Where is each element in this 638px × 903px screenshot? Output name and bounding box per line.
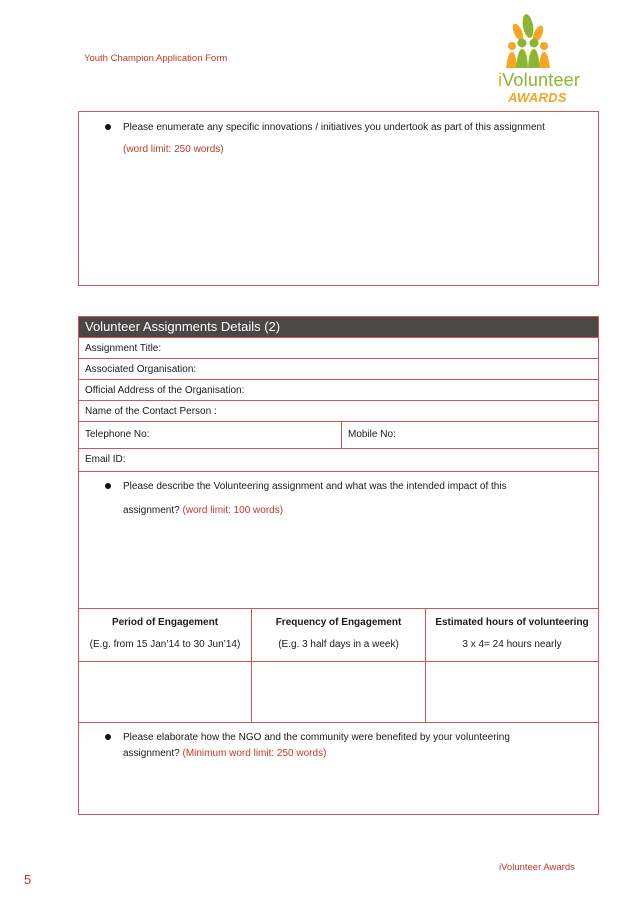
frequency-heading: Frequency of Engagement xyxy=(275,617,402,628)
describe-word-limit: (word limit: 100 words) xyxy=(182,505,284,516)
contact-person-field[interactable]: Name of the Contact Person : xyxy=(79,401,598,422)
assignment-section-heading: Volunteer Assignments Details (2) xyxy=(79,317,598,338)
associated-organisation-field[interactable]: Associated Organisation: xyxy=(79,359,598,380)
bullet-icon xyxy=(105,483,111,489)
logo-wordmark: iVolunteer xyxy=(498,70,581,90)
elaborate-word-limit: (Minimum word limit: 250 words) xyxy=(182,748,327,759)
period-entry-cell[interactable] xyxy=(79,662,252,722)
bullet-icon xyxy=(105,734,111,740)
describe-prompt-line2: assignment? xyxy=(123,505,183,516)
document-header-title: Youth Champion Application Form xyxy=(84,53,228,64)
assignment-description-cell[interactable] xyxy=(79,472,598,609)
elaborate-prompt-line1: Please elaborate how the NGO and the community were benefited by your volunteering xyxy=(123,732,510,743)
people-figures-icon xyxy=(478,10,578,72)
phone-row xyxy=(79,422,598,449)
official-address-field[interactable]: Official Address of the Organisation: xyxy=(79,380,598,401)
frequency-example: (E.g. 3 half days in a week) xyxy=(278,639,399,650)
assignment-title-field[interactable]: Assignment Title: xyxy=(79,338,598,359)
telephone-field[interactable]: Telephone No: xyxy=(79,422,342,448)
volunteer-assignment-form xyxy=(78,316,599,815)
email-field[interactable]: Email ID: xyxy=(79,449,598,472)
frequency-column xyxy=(252,609,426,661)
describe-prompt-line1: Please describe the Volunteering assignment and what was the intended impact of this xyxy=(123,481,507,492)
describe-prompt xyxy=(105,477,507,521)
period-example: (E.g. from 15 Jan’14 to 30 Jun’14) xyxy=(89,639,241,650)
engagement-entry-row xyxy=(79,662,598,723)
bullet-icon xyxy=(105,124,111,130)
hours-heading: Estimated hours of volunteering xyxy=(435,617,589,628)
elaborate-prompt xyxy=(105,730,510,762)
engagement-header-row xyxy=(79,609,598,662)
period-column xyxy=(79,609,252,661)
benefit-elaboration-cell[interactable] xyxy=(79,723,598,814)
frequency-entry-cell[interactable] xyxy=(252,662,426,722)
page-number: 5 xyxy=(24,872,32,887)
logo-awards-text: AWARDS xyxy=(508,90,567,105)
hours-example: 3 x 4= 24 hours nearly xyxy=(462,639,562,650)
innovations-prompt xyxy=(105,118,545,159)
period-heading: Period of Engagement xyxy=(111,617,219,628)
innovations-word-limit: (word limit: 250 words) xyxy=(123,144,224,155)
innovations-box[interactable] xyxy=(78,111,599,286)
hours-column xyxy=(426,609,598,661)
footer-brand: iVolunteer Awards xyxy=(499,862,575,873)
innovations-prompt-text: Please enumerate any specific innovations / initiatives you undertook as part of this assignment xyxy=(123,122,545,133)
hours-entry-cell[interactable] xyxy=(426,662,598,722)
mobile-field[interactable]: Mobile No: xyxy=(348,429,396,440)
elaborate-prompt-line2: assignment? xyxy=(123,748,183,759)
ivolunteer-awards-logo xyxy=(478,10,581,106)
